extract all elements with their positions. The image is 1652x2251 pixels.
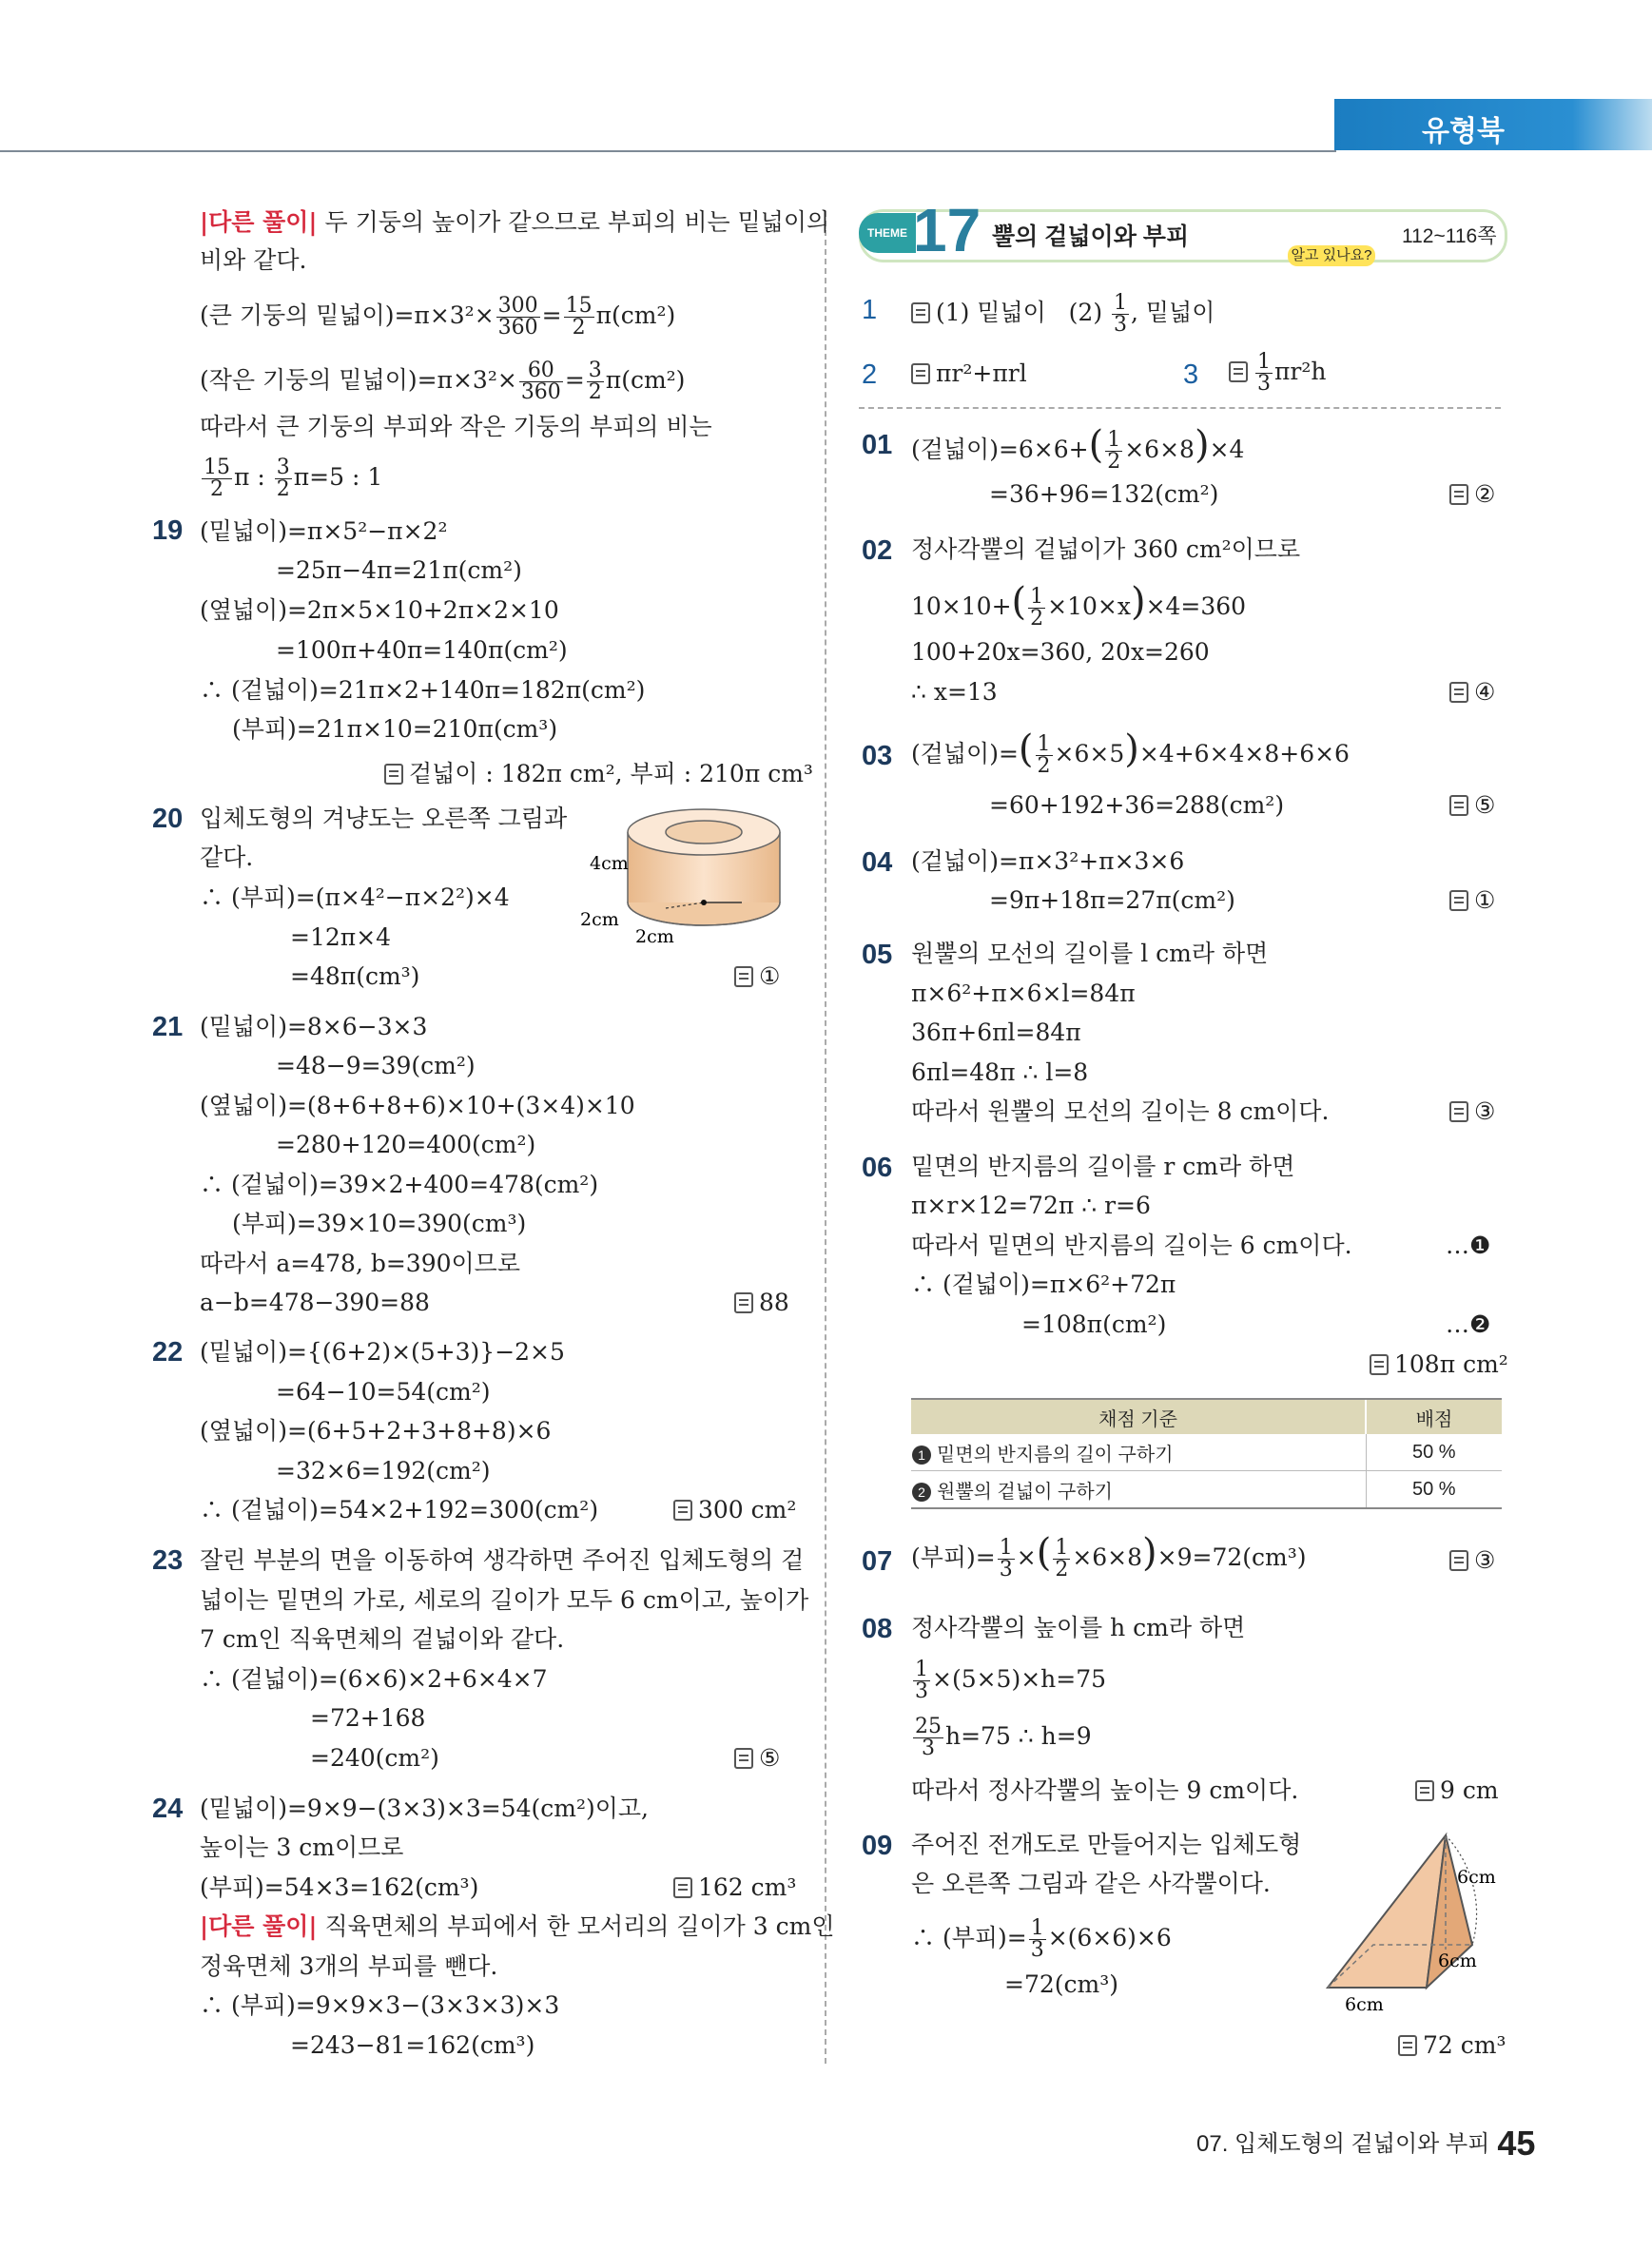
answer-icon bbox=[1449, 682, 1468, 703]
problem-number: 24 bbox=[152, 1794, 184, 1824]
section-tab-label: 유형북 bbox=[1422, 116, 1505, 147]
header-rule bbox=[0, 150, 1336, 152]
base-label: 6cm bbox=[1345, 1994, 1384, 2015]
solution-line: =280+120=400(cm²) bbox=[276, 1131, 536, 1158]
solution-line: (겉넓이)=( $\frac{1}{2}$ ×6×5)×4+6×4×8+6×6 bbox=[911, 728, 1350, 778]
answer-icon bbox=[1370, 1354, 1389, 1375]
solution-line: π×6²+π×6×l=84π bbox=[911, 980, 1136, 1007]
solution-line: π×r×12=72π ∴ r=6 bbox=[911, 1192, 1151, 1219]
answer: 162 cm³ bbox=[673, 1873, 796, 1901]
solution-line: ∴ x=13 bbox=[911, 678, 998, 706]
alt-solution-line: |다른 풀이| 직육면체의 부피에서 한 모서리의 길이가 3 cm인 bbox=[200, 1912, 835, 1940]
solution-line: 36π+6πl=84π bbox=[911, 1019, 1081, 1046]
solution-line: (옆넓이)=2π×5×10+2π×2×10 bbox=[200, 596, 559, 624]
solution-line: 따라서 정사각뿔의 높이는 9 cm이다. bbox=[911, 1776, 1299, 1804]
solution-line: ∴ (부피)=(π×4²−π×2²)×4 bbox=[200, 883, 510, 911]
solution-line: 높이는 3 cm이므로 bbox=[200, 1834, 404, 1861]
problem-number: 05 bbox=[862, 940, 893, 970]
solution-line: =25π−4π=21π(cm²) bbox=[276, 556, 522, 584]
problem-number: 22 bbox=[152, 1337, 184, 1368]
solution-line: 정사각뿔의 겉넓이가 360 cm²이므로 bbox=[911, 535, 1301, 563]
text-line: 비와 같다. bbox=[200, 246, 307, 274]
solution-line: =60+192+36=288(cm²) bbox=[989, 791, 1285, 819]
answer: ② bbox=[1449, 480, 1495, 508]
solution-line: (옆넓이)=(6+5+2+3+8+8)×6 bbox=[200, 1417, 552, 1445]
answer: ⑤ bbox=[734, 1744, 780, 1772]
answer-icon bbox=[673, 1877, 692, 1898]
answer-icon bbox=[1449, 1101, 1468, 1122]
answer-icon bbox=[734, 1292, 753, 1313]
solution-line: 10×10+( $\frac{1}{2}$ ×10×x)×4=360 bbox=[911, 580, 1247, 631]
solution-line: =72(cm³) bbox=[1004, 1970, 1118, 1998]
formula-line: (큰 기둥의 밑넓이)=π×3²× $\frac{300}{360}$ = $\frac{15}{2}$ π(cm²) bbox=[200, 294, 676, 340]
solution-line: 100+20x=360, 20x=260 bbox=[911, 638, 1210, 666]
answer-icon bbox=[911, 363, 930, 384]
solution-line: =48π(cm³) bbox=[290, 962, 420, 990]
solution-line: (밑넓이)={(6+2)×(5+3)}−2×5 bbox=[200, 1338, 565, 1366]
answer: ① bbox=[734, 962, 780, 990]
height-label: 6cm bbox=[1457, 1867, 1496, 1888]
solution-line: (밑넓이)=8×6−3×3 bbox=[200, 1013, 428, 1040]
solution-line: 따라서 a=478, b=390이므로 bbox=[200, 1250, 520, 1277]
ratio-line: $\frac{15}{2}$ π : $\frac{3}{2}$ π=5 : 1 bbox=[204, 456, 383, 501]
solution-line: =100π+40π=140π(cm²) bbox=[276, 636, 568, 664]
base-label: 6cm bbox=[1438, 1950, 1477, 1971]
theme-badge: 알고 있나요? bbox=[1288, 245, 1375, 266]
solution-line: =48−9=39(cm²) bbox=[276, 1052, 476, 1079]
answer: ⑤ bbox=[1449, 791, 1495, 819]
answer-icon bbox=[734, 966, 753, 987]
solution-line: =72+168 bbox=[310, 1704, 426, 1732]
table-header: 배점 bbox=[1366, 1399, 1502, 1434]
solution-line: =240(cm²) bbox=[310, 1744, 439, 1772]
answer: 72 cm³ bbox=[1398, 2031, 1506, 2059]
solution-line: 은 오른쪽 그림과 같은 사각뿔이다. bbox=[911, 1870, 1271, 1897]
section-tab bbox=[1334, 99, 1652, 150]
solution-line: (부피)=39×10=390(cm³) bbox=[232, 1210, 527, 1237]
step-one-marker: 1 bbox=[912, 1446, 931, 1465]
table-header-row bbox=[911, 1399, 1502, 1434]
solution-line: $\frac{25}{3}$ h=75 ∴ h=9 bbox=[915, 1715, 1092, 1760]
solution-line: ∴ (부피)= $\frac{1}{3}$ ×(6×6)×6 bbox=[911, 1916, 1172, 1962]
solution-line: ∴ (겉넓이)=54×2+192=300(cm²) bbox=[200, 1496, 599, 1523]
solution-line: 6πl=48π ∴ l=8 bbox=[911, 1058, 1089, 1086]
pyramid-figure bbox=[1312, 1826, 1503, 2016]
step-two-marker: 2 bbox=[912, 1483, 931, 1502]
answer-icon bbox=[673, 1500, 692, 1521]
solution-line: =12π×4 bbox=[290, 923, 392, 951]
text-line: 따라서 큰 기둥의 부피와 작은 기둥의 부피의 비는 bbox=[200, 413, 712, 440]
solution-line: =9π+18π=27π(cm²) bbox=[989, 886, 1235, 914]
solution-line: =243−81=162(cm³) bbox=[290, 2031, 535, 2059]
answer-icon bbox=[1449, 484, 1468, 505]
solution-line: 입체도형의 겨냥도는 오른쪽 그림과 bbox=[200, 805, 568, 832]
solution-line: (겉넓이)=π×3²+π×3×6 bbox=[911, 847, 1185, 875]
answer-icon bbox=[1449, 1550, 1468, 1571]
answer: ① bbox=[1449, 886, 1495, 914]
answer: 88 bbox=[734, 1289, 789, 1316]
problem-number: 02 bbox=[862, 535, 893, 566]
alt-solution-tag: |다른 풀이| bbox=[200, 208, 318, 236]
quick-number: 2 bbox=[862, 359, 878, 390]
outer-radius-label: 2cm bbox=[635, 926, 674, 946]
dashed-separator bbox=[859, 407, 1501, 409]
answer-icon bbox=[384, 764, 403, 785]
answer: 9 cm bbox=[1415, 1776, 1499, 1804]
solution-line: =36+96=132(cm²) bbox=[989, 480, 1219, 508]
answer: ③ bbox=[1449, 1097, 1495, 1125]
table-cell: 50 % bbox=[1366, 1471, 1502, 1509]
problem-number: 04 bbox=[862, 847, 893, 878]
step-marker: …❷ bbox=[1446, 1310, 1491, 1338]
answer-icon bbox=[911, 302, 930, 323]
solution-line: (밑넓이)=9×9−(3×3)×3=54(cm²)이고, bbox=[200, 1795, 649, 1822]
page-footer bbox=[1196, 2124, 1535, 2164]
solution-line: =64−10=54(cm²) bbox=[276, 1378, 491, 1406]
theme-title: 뿔의 겉넓이와 부피 bbox=[992, 223, 1190, 250]
table-cell: 50 % bbox=[1366, 1434, 1502, 1471]
solution-line: 정육면체 3개의 부피를 뺀다. bbox=[200, 1952, 498, 1980]
column-divider bbox=[825, 211, 826, 2064]
solution-line: ∴ (겉넓이)=21π×2+140π=182π(cm²) bbox=[200, 676, 646, 704]
quick-number: 3 bbox=[1183, 359, 1199, 390]
solution-line: a−b=478−390=88 bbox=[200, 1289, 430, 1316]
solution-line: ∴ (겉넓이)=(6×6)×2+6×4×7 bbox=[200, 1665, 548, 1693]
solution-line: =32×6=192(cm²) bbox=[276, 1457, 491, 1484]
theme-label: THEME bbox=[859, 213, 916, 253]
chapter-title: 07. 입체도형의 겉넓이와 부피 bbox=[1196, 2131, 1490, 2157]
table-cell: 2 원뿔의 겉넓이 구하기 bbox=[911, 1471, 1366, 1509]
problem-number: 19 bbox=[152, 515, 184, 546]
step-marker: …❶ bbox=[1446, 1232, 1491, 1259]
table-cell: 1 밑면의 반지름의 길이 구하기 bbox=[911, 1434, 1366, 1471]
answer-icon bbox=[734, 1748, 753, 1769]
problem-number: 23 bbox=[152, 1545, 184, 1576]
solution-line: (부피)=54×3=162(cm³) bbox=[200, 1873, 479, 1901]
answer: 108π cm² bbox=[1370, 1350, 1508, 1378]
theme-pages: 112~116쪽 bbox=[1402, 225, 1497, 247]
quick-answer: (1) 밑넓이 (2) $\frac{1}{3}$ , 밑넓이 bbox=[911, 293, 1215, 336]
alt-solution-tag: |다른 풀이| bbox=[200, 1912, 318, 1940]
alt-solution-line: |다른 풀이| 두 기둥의 높이가 같으므로 부피의 비는 밑넓이의 bbox=[200, 208, 830, 236]
solution-line: (부피)=21π×10=210π(cm³) bbox=[232, 715, 558, 743]
solution-line: 따라서 원뿔의 모선의 길이는 8 cm이다. bbox=[911, 1097, 1330, 1125]
solution-line: 원뿔의 모선의 길이를 l cm라 하면 bbox=[911, 940, 1269, 967]
scoring-table bbox=[911, 1398, 1502, 1509]
solution-line: 넓이는 밑면의 가로, 세로의 길이가 모두 6 cm이고, 높이가 bbox=[200, 1586, 809, 1614]
formula-line: (작은 기둥의 밑넓이)=π×3²× $\frac{60}{360}$ = $\frac{3}{2}$ π(cm²) bbox=[200, 359, 686, 404]
problem-number: 01 bbox=[862, 430, 893, 460]
table-row bbox=[911, 1434, 1502, 1471]
solution-line: $\frac{1}{3}$ ×(5×5)×h=75 bbox=[915, 1658, 1107, 1703]
problem-number: 06 bbox=[862, 1153, 893, 1183]
theme-number: 17 bbox=[913, 196, 981, 264]
page-number: 45 bbox=[1497, 2124, 1536, 2163]
solution-line: (부피)= $\frac{1}{3}$ ×( $\frac{1}{2}$ ×6×8)×9=72(cm³) bbox=[911, 1531, 1307, 1582]
problem-number: 21 bbox=[152, 1012, 184, 1042]
answer: 겉넓이 : 182π cm², 부피 : 210π cm³ bbox=[384, 755, 813, 789]
quick-answer: πr²+πrl bbox=[911, 359, 1027, 388]
problem-number: 08 bbox=[862, 1614, 893, 1644]
table-row bbox=[911, 1471, 1502, 1509]
hollow-cylinder-figure bbox=[580, 804, 789, 946]
solution-line: =108π(cm²) bbox=[1021, 1310, 1167, 1338]
height-label: 4cm bbox=[590, 853, 629, 874]
solution-line: (옆넓이)=(8+6+8+6)×10+(3×4)×10 bbox=[200, 1092, 635, 1119]
problem-number: 07 bbox=[862, 1546, 893, 1577]
quick-answer: $\frac{1}{3}$ πr²h bbox=[1229, 352, 1327, 395]
answer-icon bbox=[1229, 361, 1248, 382]
solution-line: ∴ (겉넓이)=π×6²+72π bbox=[911, 1271, 1176, 1298]
quick-number: 1 bbox=[862, 295, 878, 325]
solution-line: (겉넓이)=6×6+( $\frac{1}{2}$ ×6×8)×4 bbox=[911, 423, 1245, 474]
answer: ④ bbox=[1449, 678, 1495, 706]
problem-number: 03 bbox=[862, 741, 893, 771]
solution-line: 정사각뿔의 높이를 h cm라 하면 bbox=[911, 1614, 1246, 1641]
answer-icon bbox=[1449, 890, 1468, 911]
answer-icon bbox=[1415, 1780, 1434, 1801]
problem-number: 20 bbox=[152, 804, 184, 834]
answer-icon bbox=[1449, 795, 1468, 816]
solution-line: 같다. bbox=[200, 844, 254, 871]
answer: ③ bbox=[1449, 1546, 1495, 1574]
answer: 300 cm² bbox=[673, 1496, 796, 1523]
problem-number: 09 bbox=[862, 1831, 893, 1861]
solution-line: 밑면의 반지름의 길이를 r cm라 하면 bbox=[911, 1153, 1295, 1180]
solution-line: ∴ (부피)=9×9×3−(3×3×3)×3 bbox=[200, 1991, 560, 2019]
solution-line: ∴ (겉넓이)=39×2+400=478(cm²) bbox=[200, 1171, 599, 1198]
solution-line: 따라서 밑면의 반지름의 길이는 6 cm이다. bbox=[911, 1232, 1352, 1259]
solution-line: 7 cm인 직육면체의 겉넓이와 같다. bbox=[200, 1625, 565, 1653]
table-header: 채점 기준 bbox=[911, 1399, 1366, 1434]
inner-radius-label: 2cm bbox=[580, 909, 619, 930]
solution-line: 주어진 전개도로 만들어지는 입체도형 bbox=[911, 1831, 1302, 1858]
answer-icon bbox=[1398, 2035, 1417, 2056]
solution-line: 잘린 부분의 면을 이동하여 생각하면 주어진 입체도형의 겉 bbox=[200, 1546, 805, 1574]
solution-line: (밑넓이)=π×5²−π×2² bbox=[200, 517, 448, 545]
